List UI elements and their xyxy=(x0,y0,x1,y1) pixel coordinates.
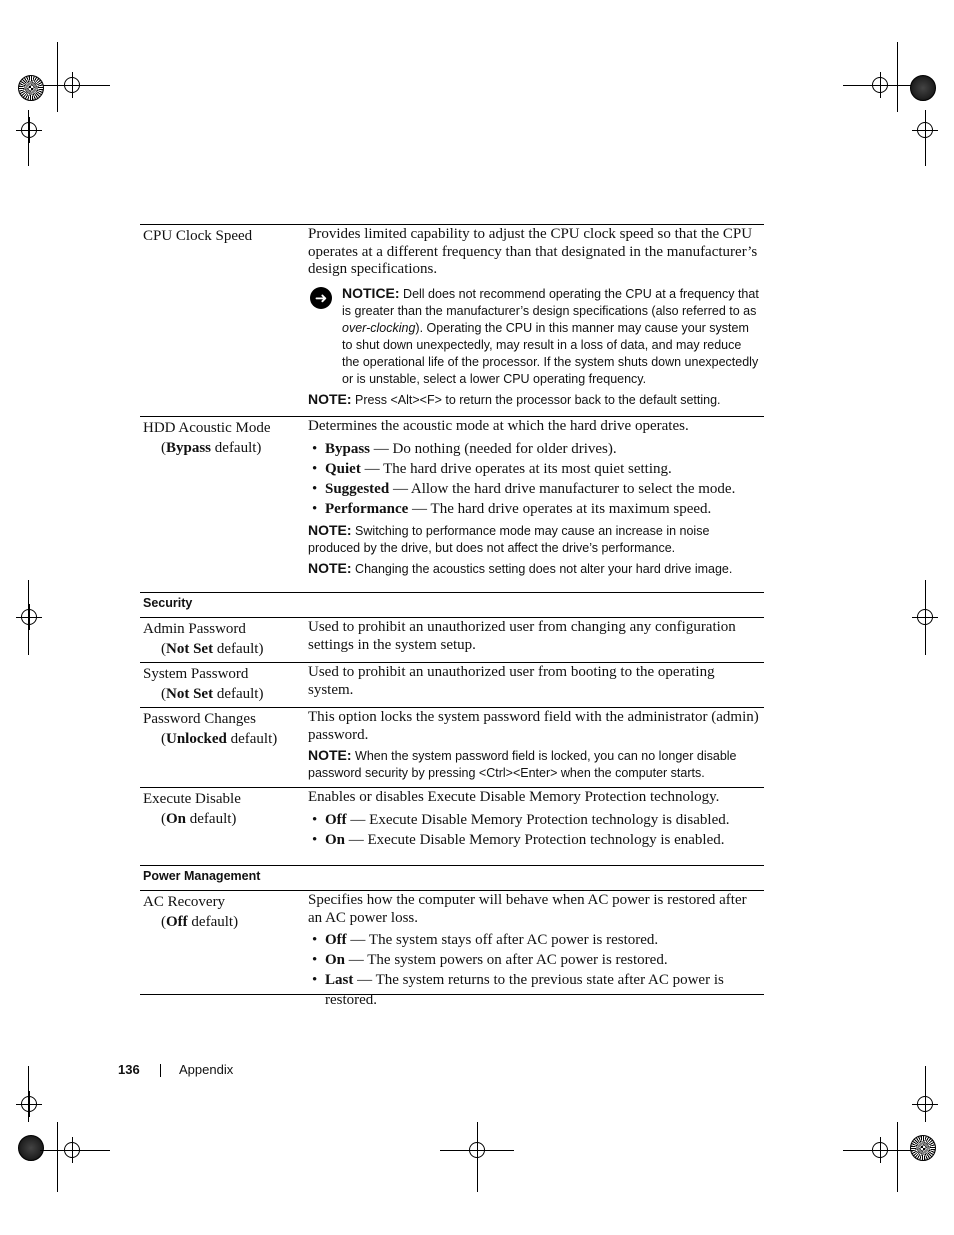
list-item: • Quiet — The hard drive operates at its most quiet setting. xyxy=(312,460,672,477)
registration-mark-icon xyxy=(64,77,80,93)
notice-arrow-icon: ➜ xyxy=(310,287,332,309)
notice-block xyxy=(308,285,760,388)
note-block xyxy=(308,747,760,782)
note-label: NOTE: xyxy=(308,521,352,538)
description-text: Specifies how the computer will behave when AC power is restored after an AC power loss. xyxy=(308,892,747,926)
table-row-execute-disable xyxy=(140,787,764,866)
setting-description: Used to prohibit an unauthorized user from changing any configuration settings in the system setup. xyxy=(308,619,736,653)
notice-text: ). Operating the CPU in this manner may cause your system to shut down unexpectedly, may result in a loss of data, and may reduce the operational life of the processor. If the system shuts down unexpectedly or is unstable, select a lower CPU operating frequency. xyxy=(342,320,759,386)
description-text: Provides limited capability to adjust the CPU clock speed so that the CPU operates at a different frequency than that designated in the manufacturer’s design specifications. xyxy=(308,226,758,277)
registration-mark-icon xyxy=(21,609,37,625)
footer-section-title: Appendix xyxy=(179,1062,234,1077)
color-rosette-icon xyxy=(910,75,936,101)
table-row-ac-recovery xyxy=(140,890,764,1008)
list-item: • On — Execute Disable Memory Protection technology is enabled. xyxy=(312,831,725,848)
setting-label: AC Recovery (Off default) xyxy=(143,894,239,930)
table-row-system-password xyxy=(140,662,764,708)
setting-description: Used to prohibit an unauthorized user from booting to the operating system. xyxy=(308,664,715,698)
note-text: When the system password field is locked, you can no longer disable password security by pressing <Ctrl><Enter> when the computer starts. xyxy=(308,749,737,780)
note-text: Switching to performance mode may cause an increase in noise produced by the drive, but does not affect the drive’s performance. xyxy=(308,523,710,555)
table-row-password-changes xyxy=(140,707,764,788)
color-rosette-icon xyxy=(18,1135,44,1161)
note-text: Changing the acoustics setting does not alter your hard drive image. xyxy=(355,561,733,576)
note-label: NOTE: xyxy=(308,390,352,407)
registration-mark-icon xyxy=(872,1142,888,1158)
footer-divider xyxy=(160,1064,161,1077)
description-text: This option locks the system password field with the administrator (admin) password. xyxy=(308,709,759,743)
list-item: • On — The system powers on after AC power is restored. xyxy=(312,952,668,968)
list-item: • Bypass — Do nothing (needed for older drives). xyxy=(312,440,617,457)
list-item: • Suggested — Allow the hard drive manufacturer to select the mode. xyxy=(312,480,736,497)
note-block xyxy=(308,560,760,578)
list-item: • Off — Execute Disable Memory Protection technology is disabled. xyxy=(312,811,730,828)
setting-label: Password Changes (Unlocked default) xyxy=(143,711,278,747)
note-text: Press <Alt><F> to return the processor back to the default setting. xyxy=(355,392,721,407)
list-item: • Performance — The hard drive operates at its maximum speed. xyxy=(312,500,712,517)
setting-label: HDD Acoustic Mode (Bypass default) xyxy=(143,420,271,456)
section-title: Power Management xyxy=(143,869,261,883)
list-item: • Last — The system returns to the previous state after AC power is restored. xyxy=(312,972,724,1008)
notice-text: Dell does not recommend operating the CPU at a frequency that is greater than the manufacturer’s design specifications (also referred to as xyxy=(342,286,759,318)
description-text: Determines the acoustic mode at which the hard drive operates. xyxy=(308,418,689,434)
table-row-cpu-clock-speed xyxy=(140,224,764,417)
setting-description xyxy=(308,789,760,850)
setting-label: System Password (Not Set default) xyxy=(143,666,264,702)
registration-mark-icon xyxy=(872,77,888,93)
note-label: NOTE: xyxy=(308,747,352,763)
notice-label: NOTICE: xyxy=(342,284,400,301)
registration-mark-icon xyxy=(21,122,37,138)
section-heading-power-management xyxy=(140,865,764,891)
color-rosette-icon xyxy=(18,75,44,101)
color-rosette-icon xyxy=(910,1135,936,1161)
setting-label: CPU Clock Speed xyxy=(143,228,253,244)
setting-description xyxy=(308,226,760,409)
setting-label: Execute Disable (On default) xyxy=(143,791,241,827)
setting-description xyxy=(308,709,760,782)
note-label: NOTE: xyxy=(308,559,352,576)
table-row-hdd-acoustic-mode xyxy=(140,416,764,593)
notice-italic-term: over-clocking xyxy=(342,320,416,335)
setting-description xyxy=(308,892,760,1010)
setting-description xyxy=(308,418,760,578)
registration-mark-icon xyxy=(21,1096,37,1112)
registration-mark-icon xyxy=(469,1142,485,1158)
description-text: Enables or disables Execute Disable Memory Protection technology. xyxy=(308,789,720,805)
list-item: • Off — The system stays off after AC power is restored. xyxy=(312,932,659,948)
page-number: 136 xyxy=(118,1062,140,1077)
registration-mark-icon xyxy=(64,1142,80,1158)
setting-label: Admin Password (Not Set default) xyxy=(143,621,264,657)
section-heading-security xyxy=(140,592,764,618)
table-row-admin-password xyxy=(140,617,764,663)
note-block xyxy=(308,522,760,557)
note-block xyxy=(308,391,760,409)
section-title: Security xyxy=(143,596,193,610)
